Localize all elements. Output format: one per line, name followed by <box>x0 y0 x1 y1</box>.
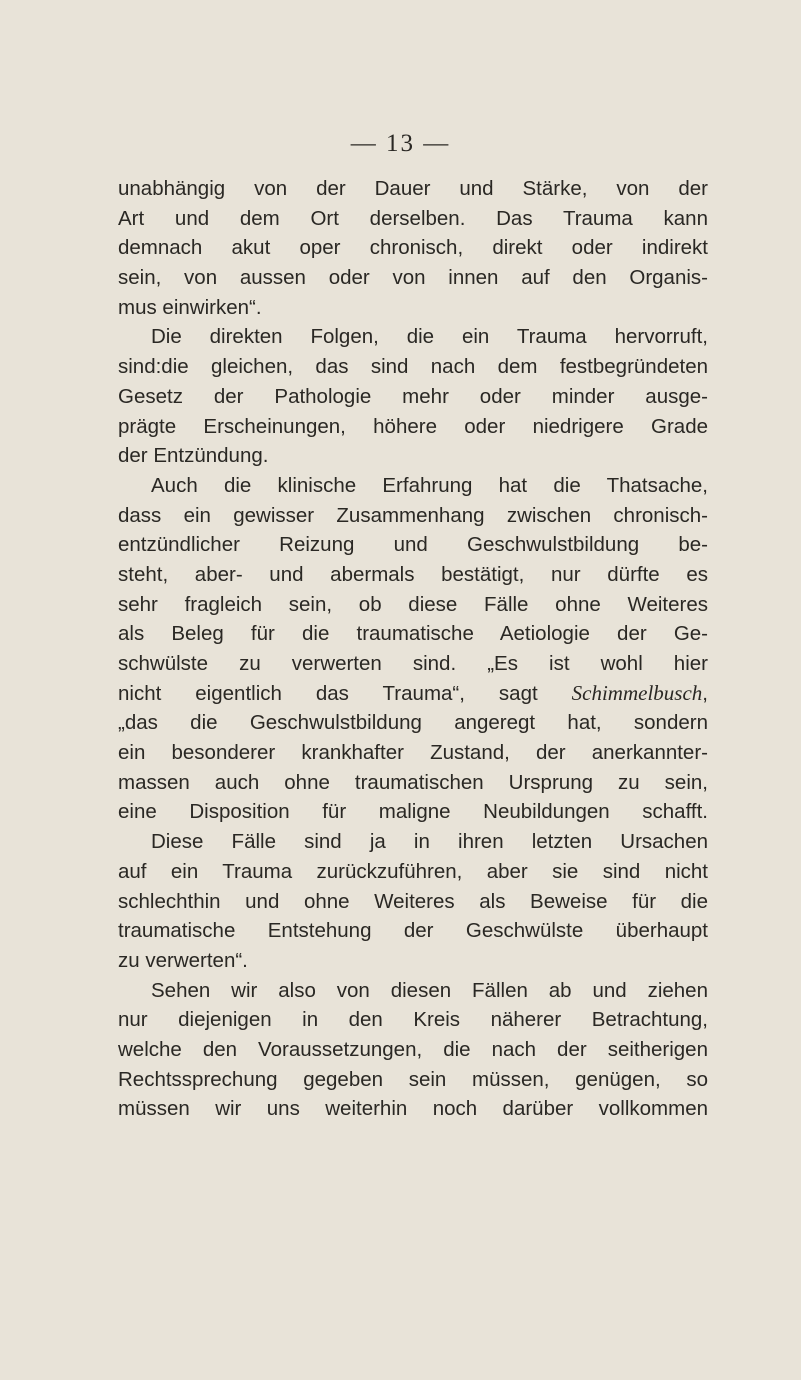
page-number: — 13 — <box>350 130 451 157</box>
author-name-italic: Schimmelbusch <box>571 680 703 705</box>
text-line: auf ein Trauma zurückzuführen, aber sie sind nicht <box>118 859 708 883</box>
text-line: dass ein gewisser Zusammenhang zwischen chronisch- <box>118 503 708 527</box>
text-line: sehr fragleich sein, ob diese Fälle ohne Weiteres <box>118 592 708 616</box>
text-line: „das die Geschwulstbildung angeregt hat, sondern <box>118 711 708 735</box>
text-line: schlechthin und ohne Weiteres als Beweise für die <box>118 889 708 913</box>
text-line: der Entzündung. <box>118 444 269 468</box>
text-line: sein, von aussen oder von innen auf den Organis- <box>118 266 708 290</box>
text-line: demnach akut oper chronisch, direkt oder indirekt <box>118 236 708 260</box>
text-line: Die direkten Folgen, die ein Trauma hervorruft, <box>151 325 708 349</box>
text-line: prägte Erscheinungen, höhere oder niedrigere Grade <box>118 414 708 438</box>
text-line: sind:die gleichen, das sind nach dem festbegründeten <box>118 355 708 379</box>
text-line: mus einwirken“. <box>118 295 262 319</box>
text-line: welche den Voraussetzungen, die nach der seitherigen <box>118 1037 708 1061</box>
text-line: Art und dem Ort derselben. Das Trauma kann <box>118 206 708 230</box>
text-line: als Beleg für die traumatische Aetiologie der Ge- <box>118 622 708 646</box>
text-line: zu verwerten“. <box>118 948 248 972</box>
text-line: ein besonderer krankhafter Zustand, der anerkannter- <box>118 741 708 765</box>
text-line-part: nicht eigentlich das Trauma“, sagt <box>118 681 572 705</box>
text-line: massen auch ohne traumatischen Ursprung zu sein, <box>118 770 708 794</box>
text-line: müssen wir uns weiterhin noch darüber vollkommen <box>118 1097 708 1121</box>
text-line: steht, aber- und abermals bestätigt, nur dürfte es <box>118 562 708 586</box>
text-line: Diese Fälle sind ja in ihren letzten Ursachen <box>151 830 708 854</box>
text-line: Rechtssprechung gegeben sein müssen, genügen, so <box>118 1067 708 1091</box>
text-line: Auch die klinische Erfahrung hat die Thatsache, <box>151 473 708 497</box>
text-line: nur diejenigen in den Kreis näherer Betrachtung, <box>118 1008 708 1032</box>
text-line-part: , <box>702 681 708 705</box>
text-line: unabhängig von der Dauer und Stärke, von der <box>118 177 708 200</box>
text-line: schwülste zu verwerten sind. „Es ist wohl hier <box>118 652 708 675</box>
text-line: entzündlicher Reizung und Geschwulstbildung be- <box>118 533 708 557</box>
text-line <box>118 679 708 709</box>
body-text <box>118 174 708 1124</box>
text-line: traumatische Entstehung der Geschwülste überhaupt <box>118 919 708 943</box>
text-line: Gesetz der Pathologie mehr oder minder ausge- <box>118 384 708 408</box>
text-line: Sehen wir also von diesen Fällen ab und ziehen <box>151 978 708 1002</box>
text-line: eine Disposition für maligne Neubildungen schafft. <box>118 800 708 824</box>
